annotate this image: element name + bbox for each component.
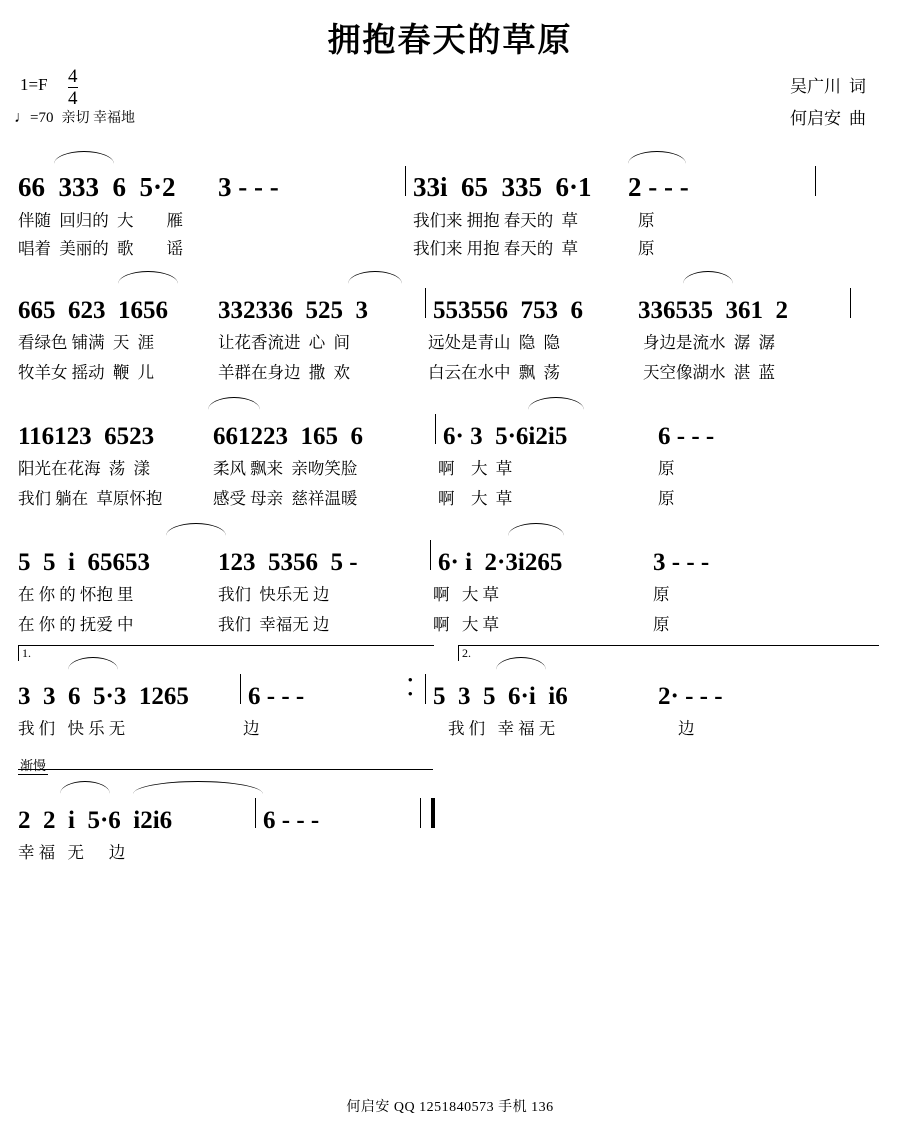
final-barline (431, 798, 435, 828)
lyric-measure: 原 (653, 615, 670, 634)
time-signature-denominator: 4 (68, 87, 78, 109)
measure-notes: 665 623 1656 (18, 297, 168, 324)
measure-notes: 5 3 5 6·i i6 (433, 683, 568, 710)
barline (405, 166, 406, 196)
lyric-measure: 原 (653, 585, 670, 604)
measure-notes: 3 - - - (653, 549, 710, 576)
music-system-1 (18, 145, 882, 267)
barline (815, 166, 816, 196)
lyric-line-verse2 (18, 485, 828, 511)
notes-line (18, 533, 823, 577)
lyric-line-verse1 (18, 839, 278, 865)
barline (430, 540, 431, 570)
score-header (0, 67, 900, 145)
lyric-measure: 啊 大 草 (433, 615, 499, 634)
measure-notes: 33i 65 335 6·1 (413, 172, 592, 202)
lyric-measure: 身边是流水 潺 潺 (643, 333, 775, 352)
tempo-note-icon: ♩ (14, 109, 30, 126)
lyric-measure: 看绿色 铺满 天 涯 (18, 333, 155, 352)
lyric-measure: 我们 快乐无 边 (218, 585, 330, 604)
measure-notes: 6 - - - (263, 807, 320, 834)
measure-notes: 553556 753 6 (433, 297, 583, 324)
tempo-change-marking: 渐慢 (18, 755, 48, 775)
lyric-line-verse2 (18, 359, 858, 385)
lyric-measure: 在 你 的 抚爱 中 (18, 615, 134, 634)
volta-number-2: 2. (462, 646, 471, 660)
barline (420, 798, 421, 828)
notes-line (18, 667, 828, 711)
composer-role: 曲 (849, 109, 866, 129)
measure-notes: 2 2 i 5·6 i2i6 (18, 807, 173, 834)
tempo-value: =70 (30, 110, 54, 126)
time-signature (68, 67, 78, 109)
lyric-measure: 我 们 幸 福 无 (448, 719, 556, 738)
barline (255, 798, 256, 828)
lyric-measure: 让花香流进 心 间 (218, 333, 350, 352)
music-system-3 (18, 393, 882, 519)
barline (435, 414, 436, 444)
lyric-measure (218, 207, 413, 233)
lyric-measure: 幸 福 无 边 (18, 843, 126, 862)
lyric-measure: 感受 母亲 慈祥温暖 (213, 489, 358, 508)
notes-line (18, 791, 435, 835)
measure-notes: 661223 165 6 (213, 423, 363, 450)
measure-notes: 6 - - - (248, 683, 305, 710)
lyric-measure: 羊群在身边 撒 欢 (218, 363, 350, 382)
lyricist-role: 词 (849, 77, 866, 96)
barline (240, 674, 241, 704)
notes-line (18, 407, 828, 451)
measure-notes: 6· i 2·3i265 (438, 549, 563, 576)
lyric-measure: 我们 幸福无 边 (218, 615, 330, 634)
music-system-6 (18, 755, 882, 869)
lyric-measure: 原 (658, 489, 675, 508)
measure-notes: 123 5356 5 - (218, 549, 358, 576)
lyric-measure: 原 (638, 239, 655, 258)
lyricist-line (790, 71, 866, 103)
lyric-measure: 我 们 快 乐 无 (18, 719, 126, 738)
lyric-measure: 唱着 美丽的 歌 谣 (18, 239, 183, 258)
barline (425, 288, 426, 318)
lyric-measure: 伴随 回归的 大 雁 (18, 211, 183, 230)
tempo-marking (14, 107, 135, 127)
key-signature: 1=F (20, 75, 48, 94)
lyric-measure: 边 (678, 719, 695, 738)
lyric-line-verse1 (18, 329, 858, 355)
lyric-line-verse2 (18, 611, 823, 637)
lyric-measure: 啊 大 草 (438, 459, 513, 478)
music-system-5 (18, 645, 882, 749)
lyric-measure: 啊 大 草 (438, 489, 513, 508)
volta-bracket-1 (18, 645, 434, 661)
measure-notes: 66 333 6 5·2 (18, 172, 176, 202)
lyric-line-verse1 (18, 455, 828, 481)
music-system-2 (18, 267, 882, 393)
measure-notes: 2· - - - (658, 683, 723, 710)
measure-notes: 116123 6523 (18, 423, 155, 450)
lyric-line-verse1 (18, 207, 818, 233)
footer-credit: 何启安 QQ 1251840573 手机 136 (346, 1100, 554, 1115)
volta-bracket-2 (458, 645, 879, 661)
lyric-line-verse1 (18, 715, 828, 741)
music-system-4 (18, 519, 882, 645)
lyric-measure: 原 (658, 459, 675, 478)
repeat-dots (408, 674, 418, 704)
time-signature-numerator: 4 (68, 66, 78, 87)
composer-name: 何启安 (790, 109, 841, 129)
measure-notes: 332336 525 3 (218, 297, 368, 324)
lyric-measure: 原 (638, 211, 655, 230)
page-title: 拥抱春天的草原 (327, 23, 573, 59)
measure-notes: 6· 3 5·6i2i5 (443, 423, 568, 450)
lyric-measure: 啊 大 草 (433, 585, 499, 604)
notes-line (18, 281, 858, 325)
lyric-measure: 我们来 用抱 春天的 草 (413, 239, 578, 258)
lyric-measure: 我们来 拥抱 春天的 草 (413, 211, 578, 230)
lyric-measure (218, 235, 413, 261)
lyricist-name: 吴广川 (790, 77, 841, 96)
measure-notes: 3 - - - (218, 172, 279, 202)
barline (425, 674, 426, 704)
lyric-measure: 边 (243, 719, 260, 738)
expression-marking: 亲切 幸福地 (61, 111, 135, 126)
credits (790, 71, 866, 136)
measure-notes: 6 - - - (658, 423, 715, 450)
lyric-measure: 牧羊女 摇动 鞭 儿 (18, 363, 155, 382)
lyric-measure: 白云在水中 飘 荡 (428, 363, 560, 382)
lyric-measure: 柔风 飘来 亲吻笑脸 (213, 459, 358, 478)
lyric-measure: 在 你 的 怀抱 里 (18, 585, 134, 604)
notes-line (18, 159, 823, 203)
lyric-measure: 天空像湖水 湛 蓝 (643, 363, 775, 382)
lyric-line-verse1 (18, 581, 823, 607)
measure-notes: 5 5 i 65653 (18, 549, 150, 576)
lyric-measure: 我们 躺在 草原怀抱 (18, 489, 163, 508)
ending-bracket (18, 769, 433, 785)
measure-notes: 336535 361 2 (638, 297, 788, 324)
lyric-measure: 阳光在花海 荡 漾 (18, 459, 150, 478)
composer-line (790, 103, 866, 135)
lyric-measure: 远处是青山 隐 隐 (428, 333, 560, 352)
barline (850, 288, 851, 318)
measure-notes: 3 3 6 5·3 1265 (18, 683, 189, 710)
volta-number-1: 1. (22, 646, 31, 660)
lyric-line-verse2 (18, 235, 818, 261)
measure-notes: 2 - - - (628, 172, 689, 202)
